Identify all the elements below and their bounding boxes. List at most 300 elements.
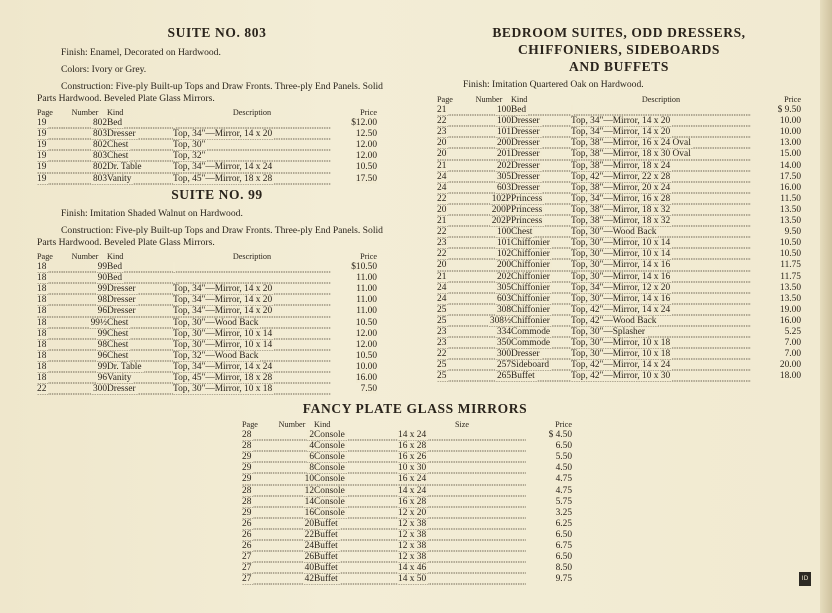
kind-cell	[314, 541, 398, 552]
cell-text: 42	[304, 574, 314, 585]
cell-text: Vanity	[107, 173, 132, 184]
column-header: Kind	[511, 95, 528, 104]
description-cell	[173, 151, 331, 162]
page-cell	[437, 360, 467, 371]
number-cell	[270, 430, 314, 441]
cell-text: Top, 42"—Mirror, 14 x 24	[571, 360, 671, 371]
number-cell	[270, 452, 314, 463]
number-cell	[467, 183, 511, 194]
price-cell	[526, 552, 572, 563]
number-cell	[467, 349, 511, 360]
description-cell	[571, 194, 751, 205]
cell-text: 99	[97, 361, 107, 372]
cell-text: 802	[92, 162, 107, 173]
cell-text: 10.00	[779, 127, 801, 138]
cell-text: Dresser	[107, 295, 136, 306]
cell-text: 12 x 38	[398, 518, 427, 529]
cell-text: 16	[304, 507, 314, 518]
cell-text: Commode	[511, 338, 551, 349]
size-cell	[398, 474, 526, 485]
cell-text: 9.50	[784, 227, 801, 238]
number-cell	[467, 294, 511, 305]
table-row	[437, 116, 801, 127]
cell-text: 90	[97, 273, 107, 284]
cell-text: $ 9.50	[777, 105, 801, 116]
cell-text: 10.50	[355, 317, 377, 328]
page-cell	[437, 294, 467, 305]
size-cell	[398, 497, 526, 508]
suite-803-title: SUITE NO. 803	[167, 25, 267, 40]
price-cell	[331, 118, 377, 129]
price-cell	[526, 486, 572, 497]
page-cell	[437, 227, 467, 238]
column-header: Number	[71, 252, 99, 261]
cell-text: 24	[437, 293, 447, 304]
cell-text: Top, 38"—Mirror, 16 x 24 Oval	[571, 138, 691, 149]
cell-text: Dresser	[511, 149, 540, 160]
suite-99-finish: Finish: Imitation Shaded Walnut on Hardwood.	[61, 208, 243, 219]
cell-text: 308	[496, 304, 511, 315]
table-row	[37, 284, 377, 295]
description-cell	[571, 205, 751, 216]
description-cell	[571, 338, 751, 349]
cell-text: 21	[437, 271, 447, 282]
kind-cell	[314, 441, 398, 452]
description-cell	[571, 360, 751, 371]
number-cell	[467, 249, 511, 260]
cell-text: 18	[37, 373, 47, 384]
price-cell	[526, 508, 572, 519]
cell-text: 18	[37, 361, 47, 372]
table-row	[437, 283, 801, 294]
cell-text: 350	[496, 338, 511, 349]
cell-text: Chest	[511, 227, 533, 238]
number-cell	[467, 216, 511, 227]
cell-text: 802	[92, 118, 107, 129]
table-row	[437, 161, 801, 172]
description-cell	[571, 216, 751, 227]
number-cell	[270, 574, 314, 585]
column-header: Number	[475, 95, 503, 104]
cell-text: Console	[314, 485, 345, 496]
cell-text: Top, 34"—Mirror, 14 x 20	[571, 116, 671, 127]
cell-text: 5.25	[784, 326, 801, 337]
description-cell	[571, 260, 751, 271]
cell-text: 5.50	[555, 452, 572, 463]
page-cell	[437, 216, 467, 227]
cell-text: 6.75	[555, 541, 572, 552]
cell-text: Top, 34"—Mirror, 14 x 20	[173, 306, 273, 317]
cell-text: 12.00	[355, 339, 377, 350]
table-row	[37, 129, 377, 140]
cell-text: 99	[97, 262, 107, 273]
price-cell	[331, 373, 377, 384]
column-header: Description	[232, 252, 272, 261]
number-cell	[63, 140, 107, 151]
suite-99-table	[37, 251, 377, 395]
size-cell	[398, 563, 526, 574]
mirrors-title: FANCY PLATE GLASS MIRRORS	[302, 401, 528, 416]
table-row	[437, 194, 801, 205]
page-cell	[37, 284, 63, 295]
kind-cell	[107, 262, 173, 273]
table-row	[37, 273, 377, 284]
table-row	[242, 497, 572, 508]
cell-text: 6.50	[555, 441, 572, 452]
page-cell	[437, 349, 467, 360]
cell-text: 12	[304, 485, 314, 496]
cell-text: 308½	[489, 315, 511, 326]
cell-text: 18	[37, 350, 47, 361]
cell-text: 7.00	[784, 349, 801, 360]
kind-cell	[511, 149, 571, 160]
number-cell	[270, 441, 314, 452]
cell-text	[173, 273, 175, 283]
price-cell	[526, 430, 572, 441]
table-row	[37, 262, 377, 273]
table-row	[242, 441, 572, 452]
cell-text: 18	[37, 339, 47, 350]
price-cell	[751, 138, 801, 149]
table-row	[242, 452, 572, 463]
cell-text: 22	[437, 193, 447, 204]
table-row	[37, 373, 377, 384]
bedroom-table	[437, 94, 801, 382]
suite-803-construction: Construction: Five-ply Built-up Tops and Draw Fronts. Three-ply End Panels. Solid Parts Hardwood. Beveled Plate Glass Mirrors.	[37, 81, 383, 104]
table-row	[242, 474, 572, 485]
cell-text: Top, 38"—Mirror, 18 x 30 Oval	[571, 149, 691, 160]
cell-text: 28	[242, 441, 252, 452]
description-cell	[173, 284, 331, 295]
cell-text: 6	[309, 452, 314, 463]
cell-text: 12.00	[355, 151, 377, 162]
cell-text: 101	[496, 238, 511, 249]
cell-text: 10	[304, 474, 314, 485]
table-row	[37, 174, 377, 185]
price-cell	[751, 272, 801, 283]
number-cell	[270, 541, 314, 552]
description-cell	[173, 351, 331, 362]
table-header-row	[242, 419, 572, 430]
column-header: Number	[71, 108, 99, 117]
cell-text: 10.00	[355, 361, 377, 372]
cell-text: 40	[304, 563, 314, 574]
cell-text: Top, 34"—Mirror, 14 x 24	[173, 162, 273, 173]
cell-text: 6.50	[555, 529, 572, 540]
cell-text: 13.50	[779, 293, 801, 304]
price-cell	[331, 362, 377, 373]
page-cell	[437, 371, 467, 382]
description-cell	[571, 105, 751, 116]
kind-cell	[314, 574, 398, 585]
page-cell	[37, 318, 63, 329]
description-cell	[571, 161, 751, 172]
kind-cell	[107, 351, 173, 362]
page-cell	[37, 362, 63, 373]
column-header: Description	[232, 108, 272, 117]
column-header: Page	[37, 252, 53, 261]
size-cell	[398, 441, 526, 452]
cell-text: 11.00	[356, 284, 377, 295]
page-cell	[242, 452, 270, 463]
number-cell	[467, 105, 511, 116]
cell-text: Top, 42"—Mirror, 22 x 28	[571, 171, 671, 182]
cell-text: 12.00	[355, 328, 377, 339]
kind-cell	[511, 316, 571, 327]
catalog-stamp-icon: ID	[799, 572, 811, 586]
cell-text: Bed	[107, 262, 123, 273]
cell-text: 8.50	[555, 563, 572, 574]
cell-text: Dr. Table	[107, 162, 142, 173]
cell-text: Princess	[511, 216, 543, 227]
cell-text: 16.00	[355, 373, 377, 384]
price-cell	[331, 151, 377, 162]
page-cell	[437, 316, 467, 327]
page-cell	[242, 552, 270, 563]
number-cell	[270, 474, 314, 485]
price-cell	[751, 205, 801, 216]
cell-text: 20	[437, 204, 447, 215]
table-row	[437, 327, 801, 338]
description-cell	[571, 138, 751, 149]
cell-text: Chiffonier	[511, 260, 550, 271]
cell-text: Bed	[107, 118, 123, 129]
cell-text: 300	[92, 384, 107, 395]
cell-text: 201	[496, 149, 511, 160]
cell-text: 334	[496, 326, 511, 337]
cell-text: 18.00	[779, 371, 801, 382]
cell-text: $12.00	[351, 118, 377, 129]
number-cell	[63, 306, 107, 317]
page-cell	[242, 441, 270, 452]
table-row	[437, 138, 801, 149]
size-cell	[398, 508, 526, 519]
kind-cell	[511, 183, 571, 194]
table-row	[37, 329, 377, 340]
number-cell	[467, 127, 511, 138]
table-header-row	[437, 94, 801, 105]
cell-text: 16.00	[779, 182, 801, 193]
kind-cell	[511, 338, 571, 349]
cell-text: 25	[437, 315, 447, 326]
cell-text: Chiffonier	[511, 293, 550, 304]
cell-text: 99	[97, 328, 107, 339]
cell-text: 14 x 50	[398, 574, 427, 585]
cell-text: Dresser	[107, 129, 136, 140]
price-cell	[751, 360, 801, 371]
column-header: Kind	[314, 420, 331, 429]
column-header: Kind	[107, 252, 124, 261]
column-header: Kind	[107, 108, 124, 117]
mirrors-section	[230, 400, 600, 585]
column-header: Page	[242, 420, 258, 429]
bedroom-title-line2: CHIFFONIERS, SIDEBOARDS	[517, 42, 721, 57]
page-cell	[437, 138, 467, 149]
price-cell	[331, 140, 377, 151]
description-cell	[173, 118, 331, 129]
page-cell	[242, 430, 270, 441]
cell-text: 12 x 38	[398, 552, 427, 563]
kind-cell	[511, 371, 571, 382]
cell-text	[173, 118, 175, 128]
cell-text	[571, 105, 573, 115]
description-cell	[173, 384, 331, 395]
cell-text: 16 x 28	[398, 441, 427, 452]
number-cell	[63, 362, 107, 373]
page-cell	[437, 205, 467, 216]
cell-text: 10.50	[779, 249, 801, 260]
cell-text: Top, 30"—Mirror, 14 x 16	[571, 260, 671, 271]
cell-text: Dresser	[511, 182, 540, 193]
cell-text: Top, 34"—Mirror, 14 x 20	[173, 129, 273, 140]
number-cell	[270, 463, 314, 474]
page-cell	[242, 463, 270, 474]
cell-text: Chiffonier	[511, 304, 550, 315]
cell-text: Top, 34"—Mirror, 14 x 20	[571, 127, 671, 138]
price-cell	[331, 129, 377, 140]
page-edge	[820, 0, 832, 613]
description-cell	[173, 295, 331, 306]
cell-text: 802	[92, 140, 107, 151]
kind-cell	[511, 127, 571, 138]
price-cell	[526, 541, 572, 552]
price-cell	[331, 273, 377, 284]
cell-text: 18	[37, 284, 47, 295]
table-row	[37, 362, 377, 373]
cell-text: Top, 34"—Mirror, 14 x 20	[173, 295, 273, 306]
cell-text: 9.75	[555, 574, 572, 585]
number-cell	[63, 318, 107, 329]
kind-cell	[314, 563, 398, 574]
number-cell	[270, 519, 314, 530]
cell-text: 96	[97, 350, 107, 361]
description-cell	[571, 116, 751, 127]
cell-text: Console	[314, 507, 345, 518]
price-cell	[526, 474, 572, 485]
cell-text: 98	[97, 339, 107, 350]
cell-text: 13.00	[779, 138, 801, 149]
price-cell	[751, 172, 801, 183]
description-cell	[173, 340, 331, 351]
kind-cell	[314, 452, 398, 463]
size-cell	[398, 430, 526, 441]
number-cell	[270, 552, 314, 563]
cell-text: 100	[496, 116, 511, 127]
cell-text: 10 x 30	[398, 463, 427, 474]
page-cell	[37, 273, 63, 284]
cell-text: 13.50	[779, 204, 801, 215]
kind-cell	[314, 519, 398, 530]
table-row	[437, 205, 801, 216]
kind-cell	[314, 463, 398, 474]
cell-text: Top, 38"—Mirror, 18 x 24	[571, 160, 671, 171]
cell-text: 18	[37, 295, 47, 306]
size-cell	[398, 552, 526, 563]
price-cell	[331, 351, 377, 362]
cell-text: 4	[309, 441, 314, 452]
page-cell	[37, 162, 63, 173]
cell-text: 12 x 38	[398, 529, 427, 540]
size-cell	[398, 452, 526, 463]
cell-text: Princess	[511, 193, 543, 204]
kind-cell	[511, 305, 571, 316]
price-cell	[331, 329, 377, 340]
table-row	[242, 519, 572, 530]
table-row	[37, 162, 377, 173]
page-cell	[437, 260, 467, 271]
kind-cell	[107, 362, 173, 373]
cell-text: 200P	[491, 204, 511, 215]
kind-cell	[511, 172, 571, 183]
description-cell	[571, 149, 751, 160]
cell-text: 26	[242, 518, 252, 529]
cell-text: Top, 34"—Mirror, 14 x 24	[173, 361, 273, 372]
cell-text: 305	[496, 171, 511, 182]
kind-cell	[107, 295, 173, 306]
price-cell	[751, 149, 801, 160]
cell-text: 29	[242, 463, 252, 474]
cell-text: 29	[242, 507, 252, 518]
cell-text: 4.50	[555, 463, 572, 474]
price-cell	[751, 116, 801, 127]
cell-text: 10.00	[779, 116, 801, 127]
table-row	[437, 183, 801, 194]
price-cell	[751, 161, 801, 172]
price-cell	[331, 306, 377, 317]
page-cell	[437, 172, 467, 183]
table-row	[437, 316, 801, 327]
price-cell	[751, 371, 801, 382]
price-cell	[331, 295, 377, 306]
cell-text: 20	[437, 138, 447, 149]
cell-text: 24	[304, 541, 314, 552]
cell-text: Vanity	[107, 373, 132, 384]
cell-text: Top, 30"—Mirror, 10 x 14	[571, 249, 671, 260]
cell-text: Console	[314, 463, 345, 474]
cell-text: 8	[309, 463, 314, 474]
cell-text: 14 x 24	[398, 430, 427, 441]
cell-text: Top, 30"—Mirror, 14 x 16	[571, 293, 671, 304]
kind-cell	[107, 162, 173, 173]
cell-text: Chest	[107, 151, 129, 162]
table-row	[437, 127, 801, 138]
cell-text: 257	[496, 360, 511, 371]
cell-text	[173, 262, 175, 272]
cell-text: 22	[437, 227, 447, 238]
cell-text: 803	[92, 173, 107, 184]
kind-cell	[314, 552, 398, 563]
number-cell	[63, 384, 107, 395]
cell-text: 26	[242, 529, 252, 540]
cell-text: Dresser	[107, 284, 136, 295]
table-row	[437, 105, 801, 116]
kind-cell	[107, 373, 173, 384]
table-row	[242, 530, 572, 541]
cell-text: Commode	[511, 326, 551, 337]
cell-text: Buffet	[314, 541, 338, 552]
cell-text: 96	[97, 373, 107, 384]
table-row	[437, 172, 801, 183]
cell-text: Top, 30"—Splasher	[571, 326, 645, 337]
cell-text: Sideboard	[511, 360, 550, 371]
cell-text: 16 x 28	[398, 496, 427, 507]
table-row	[37, 306, 377, 317]
description-cell	[571, 183, 751, 194]
cell-text: 14 x 46	[398, 563, 427, 574]
cell-text: 17.50	[779, 171, 801, 182]
cell-text: 22	[437, 116, 447, 127]
page-cell	[37, 140, 63, 151]
